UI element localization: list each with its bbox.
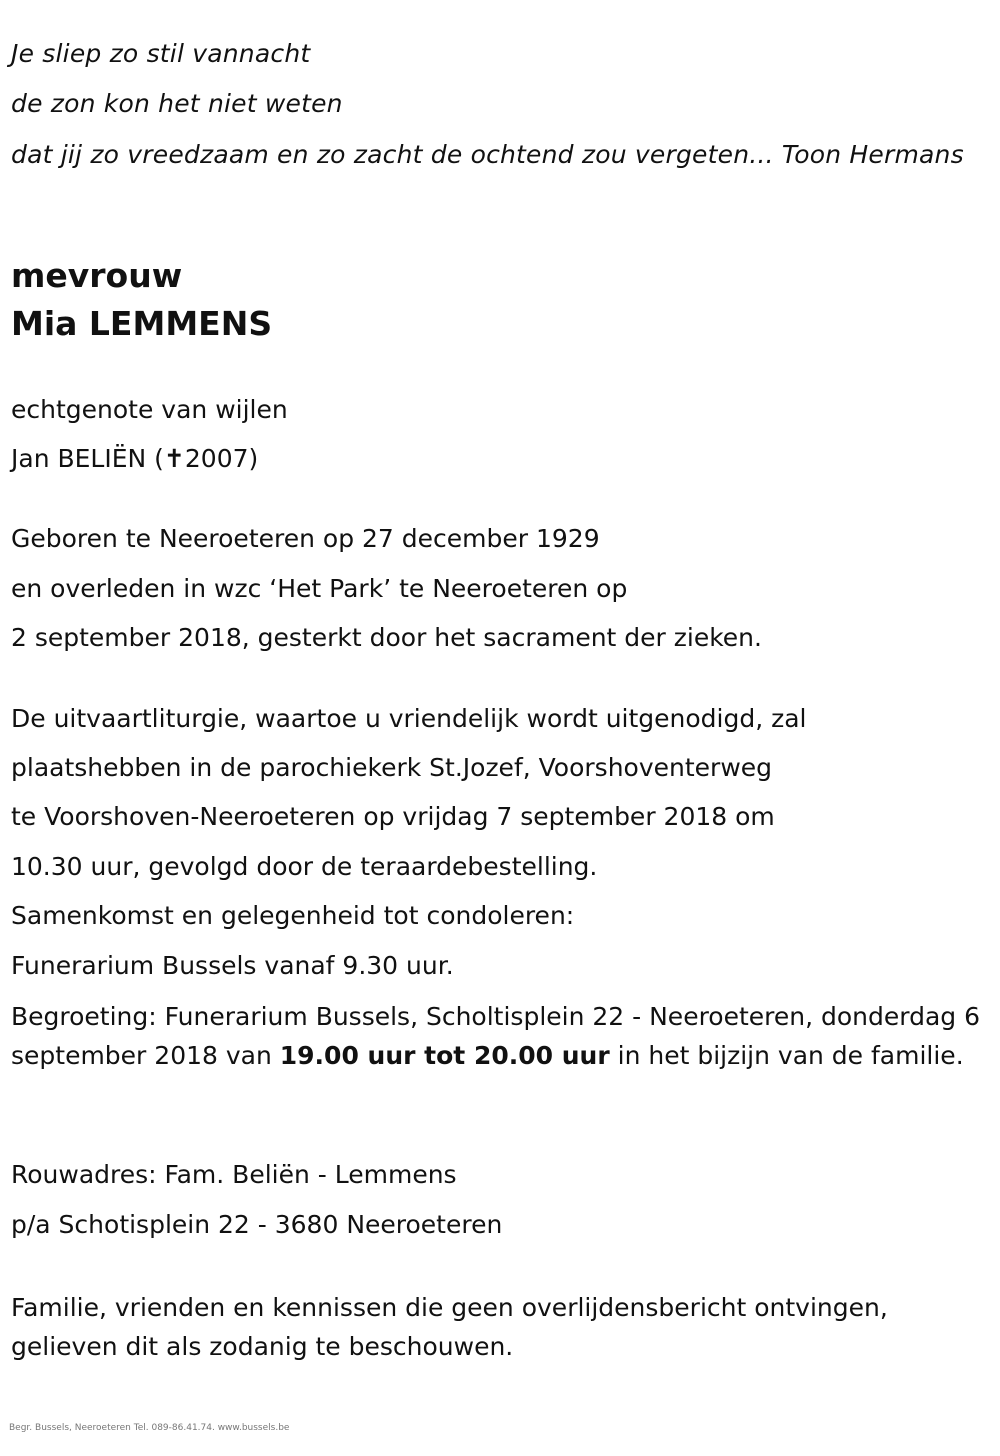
death-line: en overleden in wzc ‘Het Park’ te Neeroeteren op [11, 574, 628, 603]
greeting-hours: 19.00 uur tot 20.00 uur [279, 1041, 610, 1070]
greeting-text-pre: Begroeting: Funerarium Bussels, Scholtisplein 22 - Neeroeteren, donderdag 6 september 2018 van [11, 1002, 981, 1070]
funerarium-line: Funerarium Bussels vanaf 9.30 uur. [11, 951, 454, 980]
condolence-line: Samenkomst en gelegenheid tot condoleren: [11, 901, 575, 930]
greeting-text-post: in het bijzijn van de familie. [609, 1041, 964, 1070]
funeral-line-1: De uitvaartliturgie, waartoe u vriendelijk wordt uitgenodigd, zal [11, 704, 807, 733]
funeral-line-3: te Voorshoven-Neeroeteren op vrijdag 7 september 2018 om [11, 802, 775, 831]
deceased-name: Mia LEMMENS [11, 304, 273, 343]
funeral-line-4: 10.30 uur, gevolgd door de teraardebestelling. [11, 852, 598, 881]
funeral-line-2: plaatshebben in de parochiekerk St.Jozef, Voorshoventerweg [11, 753, 773, 782]
address-line-1: Rouwadres: Fam. Beliën - Lemmens [11, 1160, 457, 1189]
address-line-2: p/a Schotisplein 22 - 3680 Neeroeteren [11, 1210, 503, 1239]
spouse-line-1: echtgenote van wijlen [11, 395, 288, 424]
deceased-title: mevrouw [11, 256, 183, 295]
poem-line-3: dat jij zo vreedzaam en zo zacht de ochtend zou vergeten... Toon Hermans [11, 140, 964, 169]
greeting-paragraph [11, 997, 986, 1075]
poem-line-1: Je sliep zo stil vannacht [11, 39, 311, 68]
spouse-line-2: Jan BELIËN (✝2007) [11, 444, 259, 473]
birth-line: Geboren te Neeroeteren op 27 december 1929 [11, 524, 600, 553]
death-date-line: 2 september 2018, gesterkt door het sacrament der zieken. [11, 623, 762, 652]
closing-note: Familie, vrienden en kennissen die geen overlijdensbericht ontvingen, gelieven dit als zodanig te beschouwen. [11, 1293, 888, 1361]
footer-credit: Begr. Bussels, Neeroeteren Tel. 089-86.41.74. www.bussels.be [9, 1423, 290, 1433]
poem-line-2: de zon kon het niet weten [11, 89, 343, 118]
